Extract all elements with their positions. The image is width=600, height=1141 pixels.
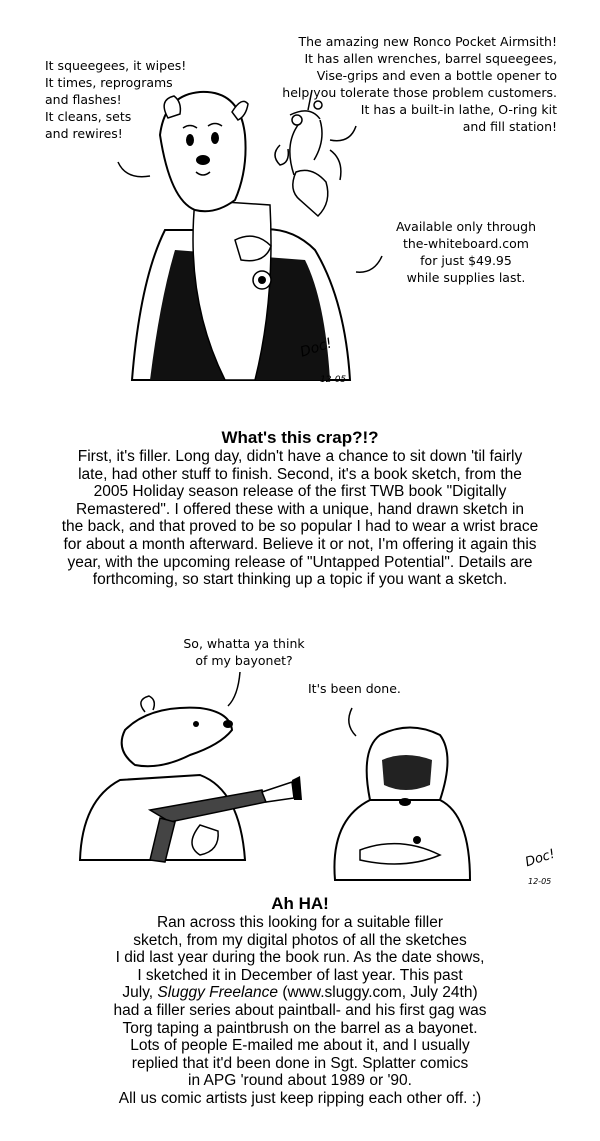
bear-and-badger-illustration — [0, 650, 600, 910]
section-paragraph — [0, 448, 600, 589]
paragraph-line: First, it's filler. Long day, didn't have a chance to sit down 'til fairly — [77, 448, 523, 465]
signature-date-top — [320, 372, 346, 389]
signature-date-text: 12-05 — [528, 877, 552, 886]
line-text: July, — [122, 984, 158, 1002]
paragraph-line: had a filler series about paintball- and his first gag was — [113, 1001, 487, 1019]
section-heading: What's this crap?!? — [221, 428, 379, 447]
bubble-line: for just $49.95 — [420, 253, 512, 268]
section-paragraph — [0, 914, 600, 1108]
bubble-line: It has allen wrenches, barrel squeegees, — [304, 51, 557, 66]
paragraph-line: for about a month afterward. Believe it or not, I'm offering it again this — [63, 535, 537, 553]
signature-text: Doc! — [298, 335, 335, 361]
bubble-line: So, whatta ya think — [183, 636, 305, 651]
bubble-line: while supplies last. — [406, 270, 526, 285]
section-ah-ha — [0, 894, 600, 1108]
paragraph-line: Remastered". I offered these with a unique, hand drawn sketch in — [75, 500, 525, 518]
bubble-line: help you tolerate those problem customers. — [282, 85, 557, 100]
bubble-line: It squeegees, it wipes! — [45, 58, 187, 73]
paragraph-line — [0, 984, 600, 1002]
bubble-line: and fill station! — [462, 119, 557, 134]
bubble-line: It times, reprograms — [45, 75, 173, 90]
bubble-line: and flashes! — [45, 92, 122, 107]
paragraph-line: I did last year during the book run. As the date shows, — [115, 949, 485, 967]
signature-date-bottom — [528, 873, 551, 890]
paragraph-line: forthcoming, so start thinking up a topic if you want a sketch. — [92, 571, 508, 589]
paragraph-line: Ran across this looking for a suitable filler — [156, 914, 444, 931]
paragraph-line: the back, and that proved to be so popular I had to wear a wrist brace — [61, 518, 539, 536]
paragraph-line: Torg taping a paintbrush on the barrel as a bayonet. — [122, 1019, 478, 1037]
bubble-line: It has a built-in lathe, O-ring kit — [360, 102, 557, 117]
paragraph-line: I sketched it in December of last year. This past — [137, 966, 463, 984]
section-heading: Ah HA! — [271, 894, 329, 913]
bubble-line: and rewires! — [45, 126, 123, 141]
bubble-line: Vise-grips and even a bottle opener to — [316, 68, 557, 83]
paragraph-line: in APG 'round about 1989 or '90. — [188, 1072, 412, 1090]
bubble-line: Available only through — [395, 219, 537, 234]
bubble-line: of my bayonet? — [195, 653, 293, 668]
paragraph-line: All us comic artists just keep ripping each other off. :) — [118, 1089, 482, 1107]
paragraph-line: 2005 Holiday season release of the first TWB book "Digitally — [93, 483, 507, 501]
signature-date-text: 12-05 — [320, 375, 347, 385]
ferret-suit-illustration — [0, 0, 600, 420]
paragraph-line: year, with the upcoming release of "Untapped Potential". Details are — [67, 553, 533, 571]
paragraph-line: replied that it'd been done in Sgt. Splatter comics — [131, 1054, 469, 1072]
paragraph-line: Lots of people E-mailed me about it, and I usually — [130, 1037, 470, 1055]
comic-title: Sluggy Freelance — [157, 984, 279, 1002]
section-what-crap — [0, 428, 600, 589]
line-text: (www.sluggy.com, July 24th) — [278, 984, 478, 1002]
bubble-line: The amazing new Ronco Pocket Airmsith! — [298, 34, 557, 49]
bubble-line: It cleans, sets — [45, 109, 132, 124]
bubble-line: It's been done. — [308, 681, 401, 696]
bubble-line: the-whiteboard.com — [402, 236, 529, 251]
paragraph-line: sketch, from my digital photos of all the sketches — [133, 931, 467, 949]
paragraph-line: late, had other stuff to finish. Second, it's a book sketch, from the — [78, 465, 522, 483]
signature-text: Doc! — [523, 846, 557, 871]
